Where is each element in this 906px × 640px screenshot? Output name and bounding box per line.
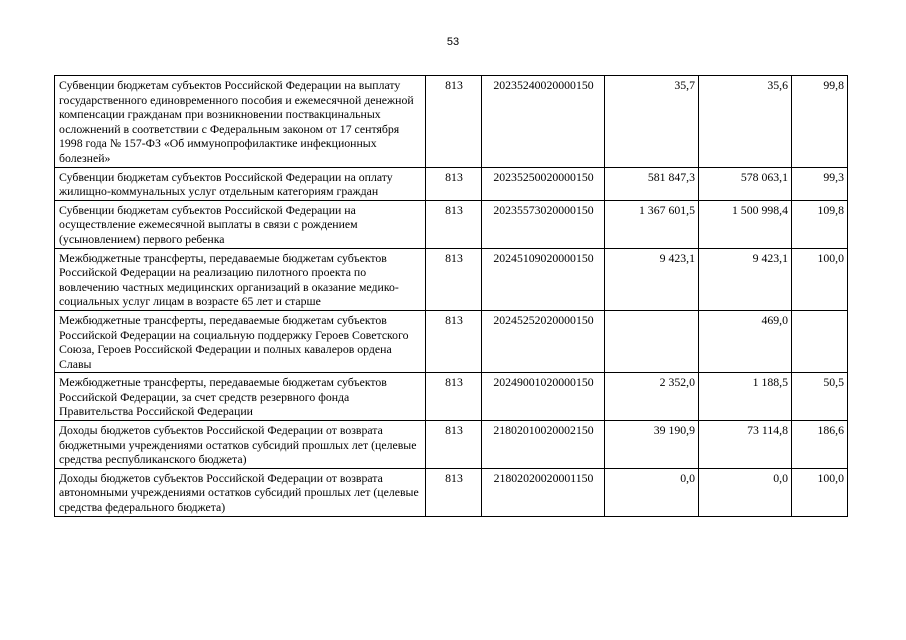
row-name-cell: Субвенции бюджетам субъектов Российской Федерации на осуществление ежемесячной выплаты в связи с рождением (усыновлением) первого ребенка bbox=[55, 200, 426, 248]
row-percent-cell: 99,8 bbox=[792, 76, 848, 168]
row-code-cell: 813 bbox=[426, 200, 482, 248]
row-plan-cell: 35,7 bbox=[605, 76, 699, 168]
row-kbk-cell: 20235250020000150 bbox=[482, 167, 605, 200]
row-plan-cell: 0,0 bbox=[605, 468, 699, 516]
table-row bbox=[55, 468, 848, 516]
table-row bbox=[55, 373, 848, 421]
row-fact-cell: 35,6 bbox=[699, 76, 792, 168]
row-percent-cell bbox=[792, 310, 848, 372]
row-code-cell: 813 bbox=[426, 76, 482, 168]
row-percent-cell: 100,0 bbox=[792, 468, 848, 516]
row-name-cell: Межбюджетные трансферты, передаваемые бюджетам субъектов Российской Федерации на реализацию пилотного проекта по вовлечению частных медицинских организаций в оказание медико-социальных услуг лицам в возрасте 65 лет и старше bbox=[55, 248, 426, 310]
row-code-cell: 813 bbox=[426, 310, 482, 372]
row-fact-cell: 9 423,1 bbox=[699, 248, 792, 310]
row-plan-cell: 39 190,9 bbox=[605, 421, 699, 469]
table-row bbox=[55, 310, 848, 372]
row-kbk-cell: 21802010020002150 bbox=[482, 421, 605, 469]
row-plan-cell: 1 367 601,5 bbox=[605, 200, 699, 248]
row-kbk-cell: 20245109020000150 bbox=[482, 248, 605, 310]
row-plan-cell: 581 847,3 bbox=[605, 167, 699, 200]
row-fact-cell: 0,0 bbox=[699, 468, 792, 516]
row-kbk-cell: 20235573020000150 bbox=[482, 200, 605, 248]
row-name-cell: Межбюджетные трансферты, передаваемые бюджетам субъектов Российской Федерации, за счет средств резервного фонда Правительства Российской Федерации bbox=[55, 373, 426, 421]
table-row bbox=[55, 248, 848, 310]
row-plan-cell bbox=[605, 310, 699, 372]
row-fact-cell: 1 188,5 bbox=[699, 373, 792, 421]
row-kbk-cell: 20235240020000150 bbox=[482, 76, 605, 168]
row-fact-cell: 73 114,8 bbox=[699, 421, 792, 469]
row-name-cell: Межбюджетные трансферты, передаваемые бюджетам субъектов Российской Федерации на социальную поддержку Героев Советского Союза, Героев Российской Федерации и полных кавалеров ордена Славы bbox=[55, 310, 426, 372]
row-code-cell: 813 bbox=[426, 167, 482, 200]
row-kbk-cell: 20245252020000150 bbox=[482, 310, 605, 372]
row-name-cell: Субвенции бюджетам субъектов Российской Федерации на оплату жилищно-коммунальных услуг отдельным категориям граждан bbox=[55, 167, 426, 200]
row-name-cell: Доходы бюджетов субъектов Российской Федерации от возврата бюджетными учреждениями остатков субсидий прошлых лет (целевые средства республиканского бюджета) bbox=[55, 421, 426, 469]
page-number: 53 bbox=[446, 36, 460, 48]
row-percent-cell: 50,5 bbox=[792, 373, 848, 421]
row-percent-cell: 99,3 bbox=[792, 167, 848, 200]
row-name-cell: Доходы бюджетов субъектов Российской Федерации от возврата автономными учреждениями остатков субсидий прошлых лет (целевые средства федерального бюджета) bbox=[55, 468, 426, 516]
row-kbk-cell: 21802020020001150 bbox=[482, 468, 605, 516]
row-percent-cell: 109,8 bbox=[792, 200, 848, 248]
row-code-cell: 813 bbox=[426, 248, 482, 310]
row-percent-cell: 100,0 bbox=[792, 248, 848, 310]
table-row bbox=[55, 167, 848, 200]
budget-table bbox=[54, 75, 848, 517]
row-fact-cell: 1 500 998,4 bbox=[699, 200, 792, 248]
row-percent-cell: 186,6 bbox=[792, 421, 848, 469]
row-kbk-cell: 20249001020000150 bbox=[482, 373, 605, 421]
row-name-cell: Субвенции бюджетам субъектов Российской Федерации на выплату государственного единовременного пособия и ежемесячной денежной компенсации гражданам при возникновении поствакцинальных осложнений в соответствии с Федеральным законом от 17 сентября 1998 года № 157-ФЗ «Об иммунопрофилактике инфекционных болезней» bbox=[55, 76, 426, 168]
row-fact-cell: 469,0 bbox=[699, 310, 792, 372]
row-code-cell: 813 bbox=[426, 373, 482, 421]
row-plan-cell: 9 423,1 bbox=[605, 248, 699, 310]
row-code-cell: 813 bbox=[426, 421, 482, 469]
table-row bbox=[55, 76, 848, 168]
table-row bbox=[55, 200, 848, 248]
row-plan-cell: 2 352,0 bbox=[605, 373, 699, 421]
table-row bbox=[55, 421, 848, 469]
row-fact-cell: 578 063,1 bbox=[699, 167, 792, 200]
row-code-cell: 813 bbox=[426, 468, 482, 516]
